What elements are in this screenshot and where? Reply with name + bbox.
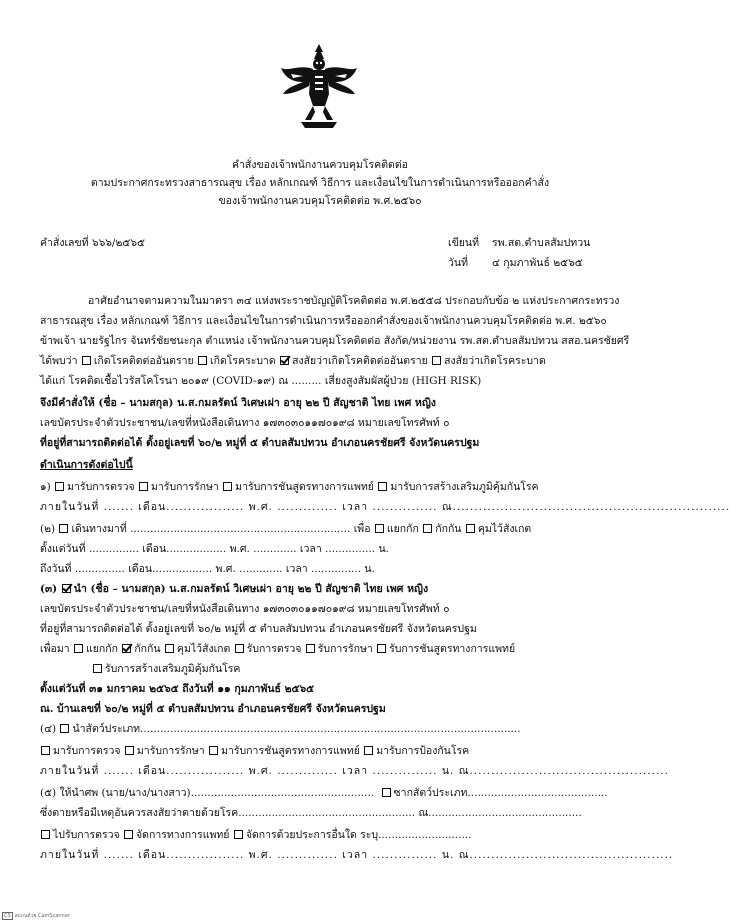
title-line-1: คำสั่งของเจ้าพนักงานควบคุมโรคติดต่อ [232,159,408,171]
purpose-prefix: เพื่อมา [40,643,70,655]
checkbox-s3-observe[interactable] [165,644,174,653]
checkbox-dangerous-disease[interactable] [82,356,91,365]
checkbox-label: แยกกัก [85,643,118,655]
checkbox-s3-autopsy[interactable] [377,644,386,653]
actions-heading: ดำเนินการดังต่อไปนี้ [40,459,133,471]
checkbox-label: รับการรักษา [317,643,373,655]
section-3-id: เลขบัตรประจำตัวประชาชน/เลขที่หนังสือเดินทาง ๑๗๓๐๓๐๑๑๗๐๑๙๘ หมายเลขโทรศัพท์ ๐ [40,603,450,615]
purpose-prefix: เพื่อ [353,523,371,535]
section-number: (๒) [40,523,56,535]
id-line: เลขบัตรประจำตัวประชาชน/เลขที่หนังสือเดินทาง ๑๗๓๐๓๐๑๑๗๐๑๙๘ หมายเลขโทรศัพท์ ๐ [40,417,450,429]
camscanner-icon: CS [4,913,11,919]
checkbox-s5-examine[interactable] [41,830,50,839]
checkbox-label: คุมไว้สังเกต [176,643,231,655]
section-1-options [40,478,539,495]
checkbox-s1-treat[interactable] [139,482,148,491]
section-number: (๓) [40,583,58,595]
section-3-address: ที่อยู่ที่สามารถติดต่อได้ ตั้งอยู่เลขที่ ๖๐/๒ หมู่ที่ ๕ ตำบลสัมปทวน อำเภอนครชัยศรี จังหวัดนครปฐม [40,623,477,635]
section-4-line [40,720,521,737]
checkbox-s3-examine[interactable] [235,644,244,653]
checkbox-s3-isolate[interactable] [74,644,83,653]
checkbox-label: กักกัน [134,643,161,655]
checkbox-s2-isolate[interactable] [375,524,384,533]
date-label: วันที่ [448,257,468,269]
address-line: ที่อยู่ที่สามารถติดต่อได้ ตั้งอยู่เลขที่ ๖๐/๒ หมู่ที่ ๕ ตำบลสัมปทวน อำเภอนครชัยศรี จังหวัดนครปฐม [40,437,480,449]
checkbox-s2-observe[interactable] [466,524,475,533]
checkbox-label: จัดการด้วยประการอื่นใด ระบุ............................ [245,829,472,841]
checkbox-epidemic[interactable] [198,356,207,365]
checkbox-label: มารับการตรวจ [53,745,121,757]
checkbox-s3-treat[interactable] [306,644,315,653]
checkbox-label: สงสัยว่าเกิดโรคติดต่ออันตราย [292,355,428,367]
checkbox-s5-carcass[interactable] [382,788,391,797]
checkbox-label: รับการชันสูตรทางการแพทย์ [389,643,516,655]
checkbox-label: ไปรับการตรวจ [53,829,120,841]
animal-label: นำสัตว์ประเภท.................................................................................................................. [72,723,521,735]
section-2-line [40,520,531,537]
section-3-immunize [92,660,240,677]
checkbox-label: จัดการทางการแพทย์ [136,829,230,841]
checkbox-label: มารับการป้องกันโรค [376,745,470,757]
section-3-period: ตั้งแต่วันที่ ๓๑ มกราคม ๒๕๖๕ ถึงวันที่ ๑๑ กุมภาพันธ์ ๒๕๖๕ [40,683,315,695]
carcass-label: ซากสัตว์ประเภท.......................................... [393,787,608,799]
section-number: ๑) [40,481,51,493]
garuda-emblem [279,42,359,134]
officer-line: ข้าพเจ้า นายรัฐไกร จันทร์ชัยชนะกุล ตำแหน่ง เจ้าพนักงานควบคุมโรคติดต่อ สังกัด/หน่วยงาน รพ.สต.ตำบลสัมปทวน สสอ.นครชัยศรี [40,335,630,347]
title-line-3: ของเจ้าพนักงานควบคุมโรคติดต่อ พ.ศ.๒๕๖๐ [218,195,422,207]
checkbox-label: คุมไว้สังเกต [477,523,532,535]
checkbox-label: มารับการสร้างเสริมภูมิคุ้มกันโรค [390,481,539,493]
checkbox-label: มารับการรักษา [150,481,219,493]
title-line-2: ตามประกาศกระทรวงสาธารณสุข เรื่อง หลักเกณฑ์ วิธีการ และเงื่อนไขในการดำเนินการหรือออกคำสั่ง [90,177,550,189]
body-paragraph-2: สาธารณสุข เรื่อง หลักเกณฑ์ วิธีการ และเงื่อนไขในการดำเนินการหรือออกคำสั่งของเจ้าพนักงานควบคุมโรคติดต่อ พ.ศ. ๒๕๖๐ [40,315,607,327]
checkbox-s4-prevent[interactable] [364,746,373,755]
checkbox-label: กักกัน [435,523,462,535]
bring-person-label: นำ (ชื่อ – นามสกุล) น.ส.กมลรัตน์ วิเศษเผ่า อายุ ๒๒ ปี สัญชาติ ไทย เพศ หญิง [73,583,429,595]
checkbox-label: เกิดโรคระบาด [210,355,276,367]
checkbox-s3-bring[interactable] [62,584,71,593]
checkbox-s5-other[interactable] [234,830,243,839]
checkbox-label: มารับการตรวจ [67,481,135,493]
checkbox-label: มารับการชันสูตรทางการแพทย์ [235,481,374,493]
section-3-options [40,640,515,657]
checkbox-s3-immunize[interactable] [93,664,102,673]
travel-label: เดินทางมาที่ .................................................................. [71,523,351,535]
scanner-watermark [2,912,70,920]
disease-line: ได้แก่ โรคติดเชื้อไวรัสโคโรนา ๒๐๑๙ (COVID-๑๙) ณ ......... เสี่ยงสูงสัมผัสผู้ป่วย (HIGH RISK) [40,375,482,387]
checkbox-label: มารับการรักษา [136,745,205,757]
section-4-options [40,742,469,759]
order-number: คำสั่งเลขที่ ๖๖๖/๒๕๖๕ [40,237,145,249]
corpse-label: (๕) ให้นำศพ (นาย/นาง/นางสาว)....................................................... [40,787,375,799]
section-3-place: ณ. บ้านเลขที่ ๖๐/๒ หมู่ที่ ๕ ตำบลสัมปทวน อำเภอนครชัยศรี จังหวัดนครปฐม [40,703,386,715]
checkbox-s4-autopsy[interactable] [209,746,218,755]
checkbox-s1-immunize[interactable] [378,482,387,491]
written-at-label: เขียนที่ [448,237,480,249]
checkbox-s2-quarantine[interactable] [423,524,432,533]
checkbox-label: รับการตรวจ [246,643,302,655]
body-paragraph-1: อาศัยอำนาจตามความในมาตรา ๓๔ แห่งพระราชบัญญัติโรคติดต่อ พ.ศ.๒๕๕๘ ประกอบกับข้อ ๒ แห่งประกาศกระทรวง [88,295,620,307]
checkbox-s3-quarantine[interactable] [122,644,131,653]
checkbox-s2-travel[interactable] [59,524,68,533]
section-2-to: ถึงวันที่ ............... เดือน.................. พ.ศ. ............. เวลา ............... น. [40,563,375,575]
checkbox-label: แยกกัก [386,523,419,535]
person-line: จึงมีคำสั่งให้ (ชื่อ – นามสกุล) น.ส.กมลรัตน์ วิเศษเผ่า อายุ ๒๒ ปี สัญชาติ ไทย เพศ หญิง [40,397,436,409]
section-1-date: ภายในวันที่ ....... เดือน.................. พ.ศ. .............. เวลา ............... ณ................................................................ [40,501,730,513]
date-value: ๔ กุมภาพันธ์ ๒๕๖๕ [492,257,583,269]
checkbox-s1-autopsy[interactable] [223,482,232,491]
section-5-line [40,784,608,801]
section-5-date: ภายในวันที่ ....... เดือน.................. พ.ศ. .............. เวลา ............... น. ณ............................................... [40,849,674,861]
section-4-date: ภายในวันที่ ....... เดือน.................. พ.ศ. .............. เวลา ............... น. ณ.............................................. [40,765,669,777]
finding-prefix: ได้พบว่า [40,355,78,367]
checkbox-label: รับการสร้างเสริมภูมิคุ้มกันโรค [105,663,241,675]
section-2-from: ตั้งแต่วันที่ ............... เดือน.................. พ.ศ. ............. เวลา ............... น. [40,543,389,555]
checkbox-s1-examine[interactable] [55,482,64,491]
checkbox-s5-medical[interactable] [124,830,133,839]
section-5-cause: ซึ่งตายหรือมีเหตุอันควรสงสัยว่าตายด้วยโรค..................................................... ณ.............................................. [40,807,582,819]
checkbox-s4-examine[interactable] [41,746,50,755]
checkbox-suspected-epidemic[interactable] [432,356,441,365]
checkbox-s4-animal[interactable] [60,724,69,733]
checkbox-label: สงสัยว่าเกิดโรคระบาด [444,355,546,367]
checkbox-label: เกิดโรคติดต่ออันตราย [93,355,194,367]
watermark-text: สแกนด้วย CamScanner [14,913,70,919]
section-number: (๔) [40,723,57,735]
checkbox-suspected-dangerous[interactable] [280,356,289,365]
written-at-value: รพ.สต.ตำบลสัมปทวน [492,237,591,249]
section-3-person [40,580,428,597]
finding-line [40,352,546,369]
checkbox-label: มารับการชันสูตรทางการแพทย์ [221,745,360,757]
section-5-options [40,826,472,843]
checkbox-s4-treat[interactable] [125,746,134,755]
